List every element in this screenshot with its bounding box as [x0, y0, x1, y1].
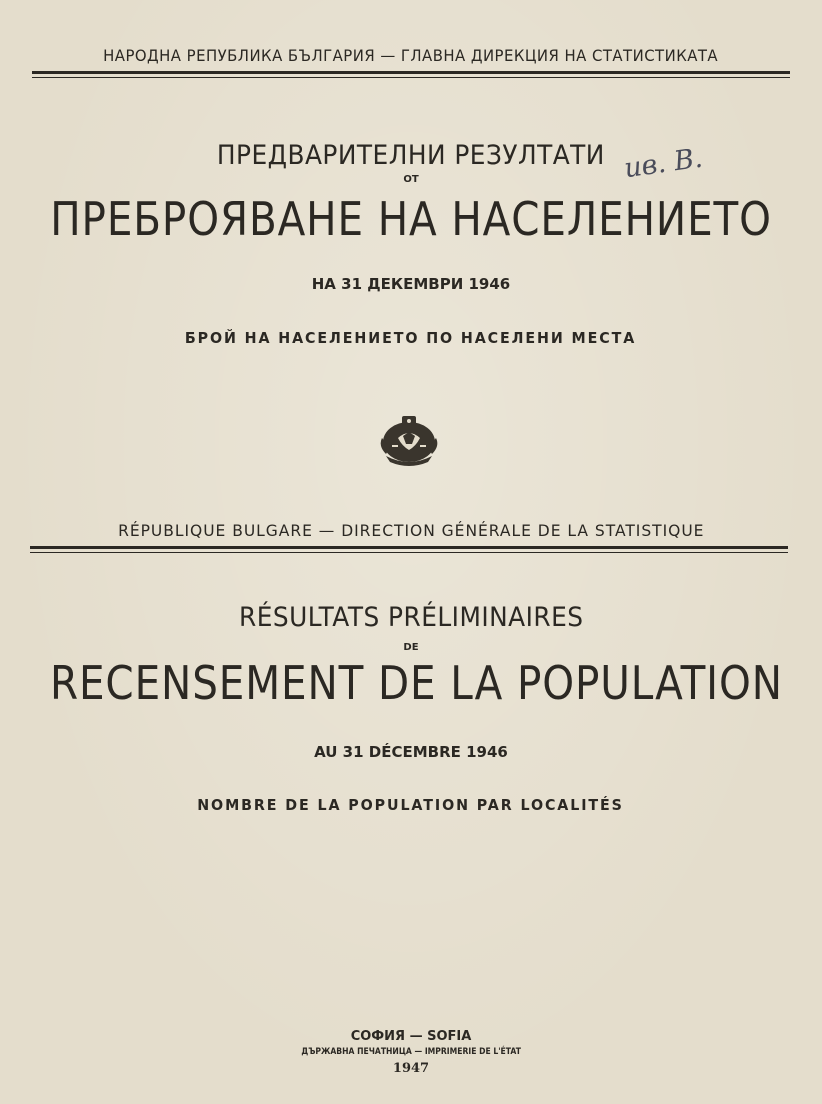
fr-top-rule-thick — [30, 546, 788, 549]
fr-top-rule-thin — [30, 552, 788, 553]
bg-connector: ОТ — [403, 174, 419, 185]
bg-institution-line: НАРОДНА РЕПУБЛИКА БЪЛГАРИЯ — ГЛАВНА ДИРЕКЦИЯ НА СТАТИСТИКАТА — [103, 46, 719, 65]
bg-description: БРОЙ НА НАСЕЛЕНИЕТО ПО НАСЕЛЕНИ МЕСТА — [185, 329, 637, 347]
bg-top-rule-thick — [32, 71, 790, 74]
fr-description: NOMBRE DE LA POPULATION PAR LOCALITÉS — [197, 796, 625, 814]
fr-subtitle: RÉSULTATS PRÉLIMINAIRES — [238, 602, 584, 633]
footer-year: 1947 — [392, 1061, 430, 1076]
fr-main-title: RECENSEMENT DE LA POPULATION — [49, 656, 783, 710]
handwritten-annotation: ив. В. — [622, 142, 705, 185]
fr-date: AU 31 DÉCEMBRE 1946 — [314, 743, 508, 761]
bg-main-title: ПРЕБРОЯВАНЕ НА НАСЕЛЕНИЕТО — [50, 192, 772, 246]
fr-connector: DE — [403, 642, 419, 653]
bg-date: НА 31 ДЕКЕМВРИ 1946 — [311, 275, 511, 293]
bg-subtitle: ПРЕДВАРИТЕЛНИ РЕЗУЛТАТИ — [217, 140, 605, 171]
footer-city: СОФИЯ — SOFIA — [350, 1029, 472, 1044]
fr-institution-line: RÉPUBLIQUE BULGARE — DIRECTION GÉNÉRALE DE LA STATISTIQUE — [117, 521, 705, 540]
bg-top-rule-thin — [32, 77, 790, 78]
footer-printer: ДЪРЖАВНА ПЕЧАТНИЦА — IMPRIMERIE DE L'ÉTAT — [301, 1047, 521, 1057]
coat-of-arms-emblem — [378, 412, 440, 468]
